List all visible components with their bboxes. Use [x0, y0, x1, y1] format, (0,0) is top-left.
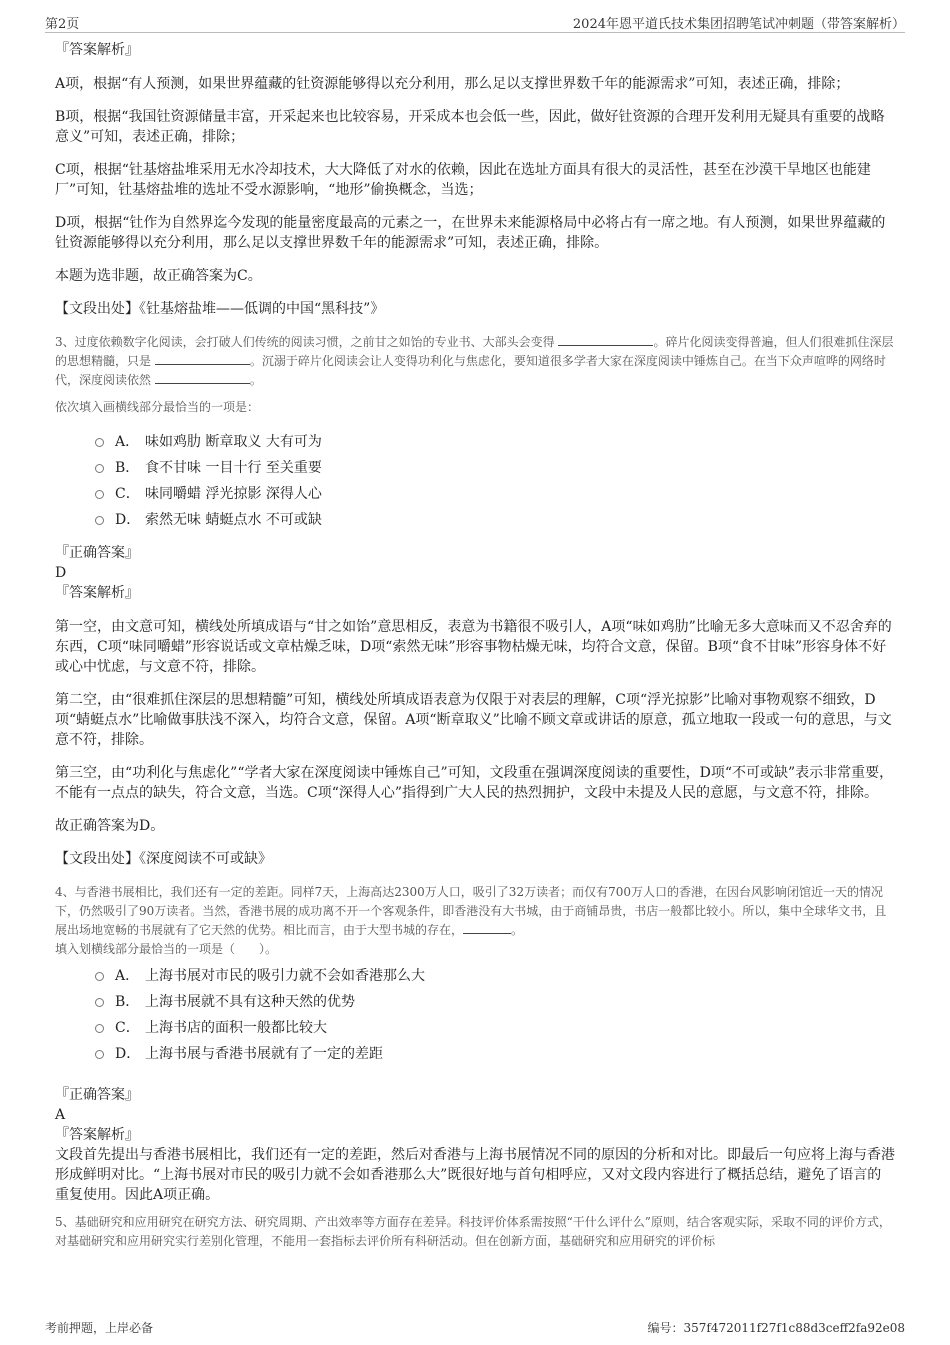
q3-option-b[interactable]: B． 食不甘味 一目十行 至关重要	[95, 455, 895, 481]
radio-icon[interactable]	[95, 516, 104, 525]
q3-analysis-3: 第三空，由“功利化与焦虑化”“学者大家在深度阅读中锤炼自己”可知，文段重在强调深度阅读的重要性，D项“不可或缺”表示非常重要，不能有一点点的缺失，符合文意，当选。C项“深得人心”指得到广大人民的热烈拥护，文段中未提及人民的意愿，与文意不符，排除。	[55, 765, 894, 801]
q4-analysis: 文段首先提出与香港书展相比，我们还有一定的差距，然后对香港与上海书展情况不同的原因的分析和对比。即最后一句应将上海与香港形成鲜明对比。“上海书展对市民的吸引力就不会如香港那么大”既很好地与首句相呼应，又对文段内容进行了概括总结，避免了语言的重复使用。因此A项正确。	[55, 1147, 895, 1203]
q3-stem: 3、过度依赖数字化阅读，会打破人们传统的阅读习惯，之前甘之如饴的专业书、大部头会变得 。碎片化阅读变得普遍，但人们很难抓住深层的思想精髓，只是 。沉溺于碎片化阅读会让人变得功利化与焦虑化，要知道很多学者大家在深度阅读中锤炼自己。在当下众声喧哗的网络时代，深度阅读依然 。	[55, 335, 894, 387]
q4-option-a[interactable]: A． 上海书展对市民的吸引力就不会如香港那么大	[95, 963, 895, 989]
q3-options	[95, 429, 895, 533]
q2-source: 【文段出处】《钍基熔盐堆——低调的中国“黑科技”》	[55, 301, 385, 317]
page-number: 第2页	[45, 17, 80, 32]
q2-analysis-d: D项，根据“钍作为自然界迄今发现的能量密度最高的元素之一，在世界未来能源格局中必将占有一席之地。有人预测，如果世界蕴藏的钍资源能够得以充分利用，那么足以支撑世界数千年的能源需求”可知，表述正确，排除。	[55, 215, 886, 251]
page-header	[45, 10, 905, 33]
radio-icon[interactable]	[95, 998, 104, 1007]
q3-source: 【文段出处】《深度阅读不可或缺》	[55, 851, 272, 867]
page-content	[55, 40, 895, 1251]
q4-options	[95, 963, 895, 1067]
radio-icon[interactable]	[95, 490, 104, 499]
footer-slogan: 考前押题，上岸必备	[45, 1321, 154, 1335]
q3-option-d[interactable]: D． 索然无味 蜻蜓点水 不可或缺	[95, 507, 895, 533]
radio-icon[interactable]	[95, 464, 104, 473]
page-footer	[45, 1319, 905, 1337]
q4-option-b[interactable]: B． 上海书展就不具有这种天然的优势	[95, 989, 895, 1015]
q2-analysis-tag: 『答案解析』	[55, 42, 139, 58]
q2-analysis-b: B项，根据“我国钍资源储量丰富，开采起来也比较容易，开采成本也会低一些，因此，做好钍资源的合理开发利用无疑具有重要的战略意义”可知，表述正确，排除；	[55, 109, 885, 145]
document-code: 编号：357f472011f27f1c88d3ceff2fa92e08	[647, 1321, 905, 1335]
q4-answer-tag: 『正确答案』	[55, 1087, 139, 1103]
q2-conclusion: 本题为选非题，故正确答案为C。	[55, 268, 262, 284]
q3-analysis-2: 第二空，由“很难抓住深层的思想精髓”可知，横线处所填成语表意为仅限于对表层的理解，C项“浮光掠影”比喻对事物观察不细致，D项“蜻蜓点水”比喻做事肤浅不深入，均符合文意，保留。A项“断章取义”比喻不顾文章或讲话的原意，孤立地取一段或一句的意思，与文意不符，排除。	[55, 692, 892, 748]
q2-analysis-a: A项，根据“有人预测，如果世界蕴藏的钍资源能够得以充分利用，那么足以支撑世界数千年的能源需求”可知，表述正确，排除；	[55, 76, 850, 92]
q4-option-d[interactable]: D． 上海书展与香港书展就有了一定的差距	[95, 1041, 895, 1067]
q4-option-c[interactable]: C． 上海书店的面积一般都比较大	[95, 1015, 895, 1041]
q3-answer: D	[55, 565, 67, 581]
q3-option-a[interactable]: A． 味如鸡肋 断章取义 大有可为	[95, 429, 895, 455]
q3-prompt: 依次填入画横线部分最恰当的一项是：	[55, 400, 260, 414]
radio-icon[interactable]	[95, 1050, 104, 1059]
q4-prompt: 填入划横线部分最恰当的一项是（ ）。	[55, 942, 278, 956]
radio-icon[interactable]	[95, 972, 104, 981]
q4-answer: A	[55, 1107, 66, 1123]
q3-blank-2	[155, 352, 250, 365]
q3-analysis-1: 第一空，由文意可知，横线处所填成语与“甘之如饴”意思相反，表意为书籍很不吸引人，A项“味如鸡肋”比喻无多大意味而又不忍舍弃的东西，C项“味同嚼蜡”形容说话或文章枯燥乏味，D项“索然无味”形容事物枯燥无味，均符合文意，保留。B项“食不甘味”形容身体不好或心中忧虑，与文意不符，排除。	[55, 619, 892, 675]
q3-option-c[interactable]: C． 味同嚼蜡 浮光掠影 深得人心	[95, 481, 895, 507]
q3-answer-tag: 『正确答案』	[55, 545, 139, 561]
q3-conclusion: 故正确答案为D。	[55, 818, 165, 834]
q3-blank-3	[155, 371, 250, 384]
q2-analysis-c: C项，根据“钍基熔盐堆采用无水冷却技术，大大降低了对水的依赖，因此在选址方面具有很大的灵活性，甚至在沙漠干旱地区也能建厂”可知，钍基熔盐堆的选址不受水源影响，“地形”偷换概念，当选；	[55, 162, 871, 198]
q4-stem: 4、与香港书展相比，我们还有一定的差距。同样7天，上海高达2300万人口，吸引了32万读者；而仅有700万人口的香港，在因台风影响闭馆近一天的情况下，仍然吸引了90万读者。当然，香港书展的成功离不开一个客观条件，即香港没有大书城，由于商铺昂贵，书店一般都比较小。所以，集中全球华文书，且展出场地宽畅的书展就有了它天然的优势。相比而言，由于大型书城的存在， 。	[55, 885, 887, 937]
radio-icon[interactable]	[95, 1024, 104, 1033]
q3-blank-1	[558, 333, 653, 346]
q3-analysis-tag: 『答案解析』	[55, 585, 139, 601]
q4-blank	[463, 921, 511, 934]
radio-icon[interactable]	[95, 438, 104, 447]
document-title: 2024年恩平道氏技术集团招聘笔试冲刺题（带答案解析）	[572, 17, 905, 32]
q5-stem: 5、基础研究和应用研究在研究方法、研究周期、产出效率等方面存在差异。科技评价体系需按照“干什么评什么”原则，结合客观实际，采取不同的评价方式，对基础研究和应用研究实行差别化管理，不能用一套指标去评价所有科研活动。但在创新方面，基础研究和应用研究的评价标	[55, 1215, 891, 1248]
q4-analysis-tag: 『答案解析』	[55, 1127, 139, 1143]
